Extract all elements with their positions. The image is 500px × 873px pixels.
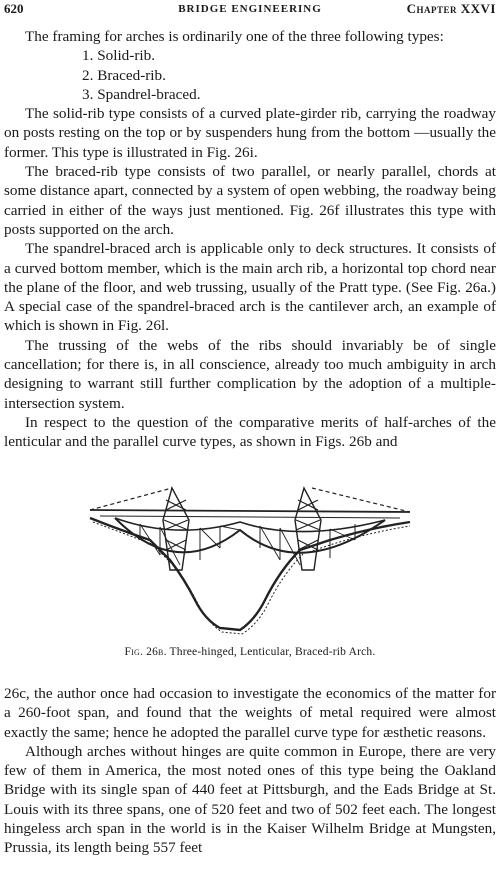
upper-chord bbox=[115, 518, 385, 532]
paragraph-continued: 26c, the author once had occasion to investigate the economics of the matter for a 260-foot span, and found that the weights of metal required were almost exactly the same; hence he adopted the parallel curve type for æsthetic reasons. bbox=[4, 685, 496, 741]
paragraph-braced-rib: The braced-rib type consists of two parallel, or nearly parallel, chords at some distance apart, connected by a system of open webbing, the roadway being carried in either of the ways just mentioned. Fig. 26f illustrates this type with posts supported on the arch. bbox=[4, 163, 496, 238]
figure-caption bbox=[0, 646, 500, 658]
running-header bbox=[4, 0, 496, 18]
intro-paragraph: The framing for arches is ordinarily one of the three following types: bbox=[25, 28, 444, 45]
list-item: 2. Braced-rib. bbox=[82, 66, 166, 84]
dashed-line-left bbox=[90, 488, 172, 510]
deck-line bbox=[90, 510, 410, 512]
list-item: 1. Solid-rib. bbox=[82, 47, 155, 65]
paragraph-hingeless: Although arches without hinges are quite common in Europe, there are very few of them in America, the most noted ones of this type being the Oakland Bridge with its single span of 440 feet at Pittsburgh, and the Eads Bridge at St. Louis with its three spans, one of 520 feet and two of 502 feet each. The longest hingeless arch span in the world is in the Kaiser Wilhelm Bridge at Mungsten, Prussia, its length being 557 feet bbox=[4, 742, 496, 857]
paragraph-trussing: The trussing of the webs of the ribs should invariably be of single cancellation; for there is, in all conscience, already too much ambiguity in arch designing to warrant still further complication by the adoption of a multiple-intersection system. bbox=[4, 336, 496, 412]
arch-bridge-figure bbox=[0, 460, 500, 640]
chapter-label: Chapter XXVI bbox=[406, 1, 496, 16]
paragraph-spandrel-braced: The spandrel-braced arch is applicable only to deck structures. It consists of a curved bottom member, which is the main arch rib, a horizontal top chord near the plane of the floor, and web trussing, usually of the Pratt type. (See Fig. 26a.) A special case of the spandrel-braced arch is the cantilever arch, an example of which is shown in Fig. 26l. bbox=[4, 240, 496, 335]
figure-caption-text: Three-hinged, Lenticular, Braced-rib Arch. bbox=[169, 646, 376, 658]
running-title: BRIDGE ENGINEERING bbox=[178, 3, 322, 15]
paragraph-half-arches: In respect to the question of the comparative merits of half-arches of the lenticular and the parallel curve types, as shown in Figs. 26b and bbox=[4, 413, 496, 451]
list-item: 3. Spandrel-braced. bbox=[82, 85, 201, 103]
page-number: 620 bbox=[4, 1, 24, 16]
text-block-bottom bbox=[4, 684, 496, 858]
arch-types-list bbox=[4, 46, 496, 104]
text-block-top bbox=[4, 27, 496, 452]
paragraph-solid-rib: The solid-rib type consists of a curved plate-girder rib, carrying the roadway on posts resting on the top or by suspenders hung from the bottom —usually the former. This type is illustrated in Fig. 26i. bbox=[4, 105, 496, 161]
dashed-line-right bbox=[312, 488, 410, 512]
figure-label: Fig. 26b. bbox=[124, 646, 167, 658]
